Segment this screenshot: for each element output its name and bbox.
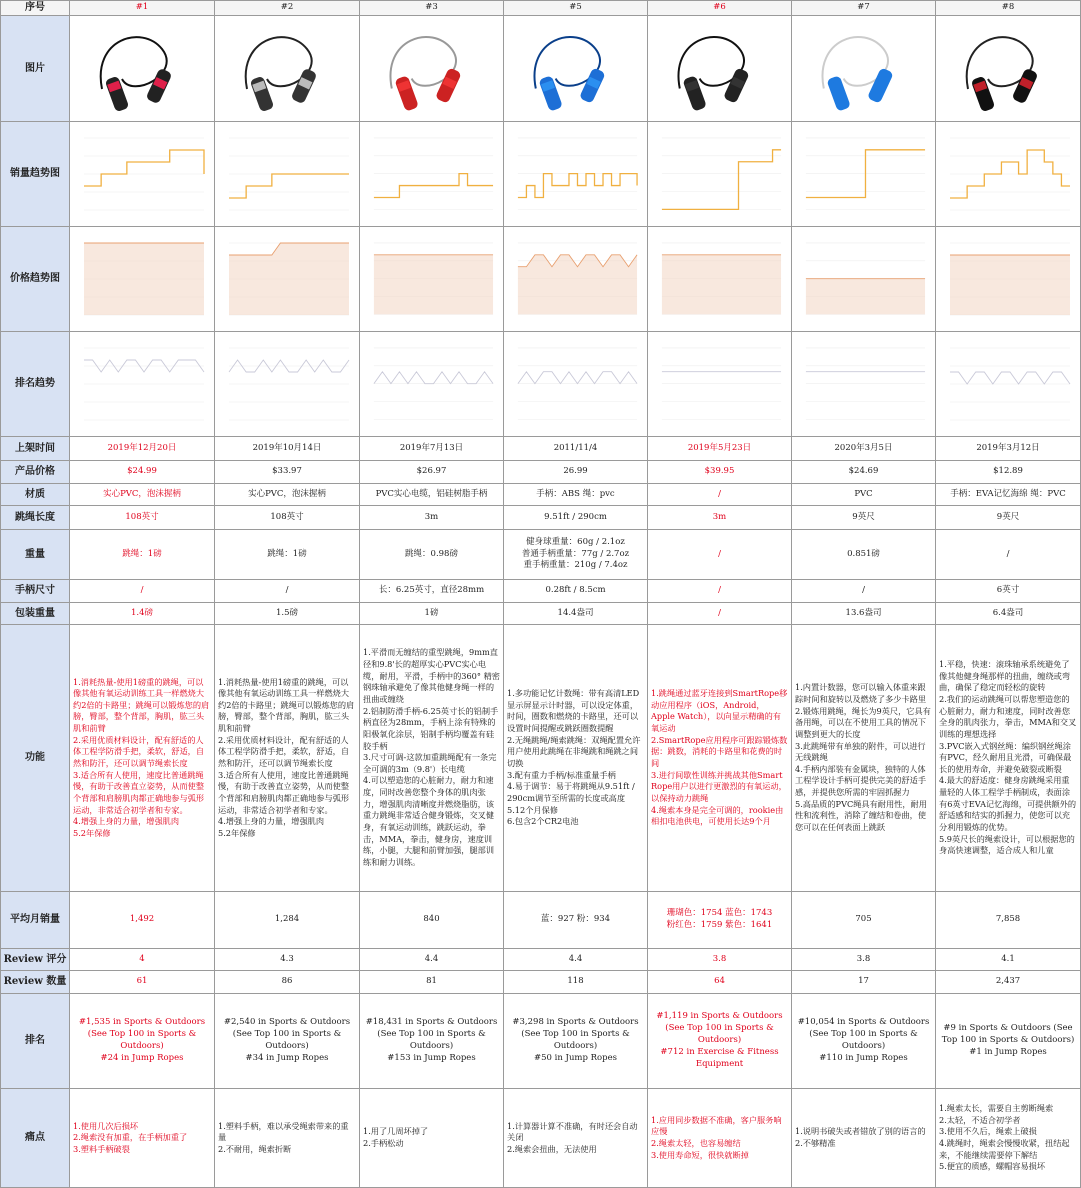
price-trend-chart (362, 229, 501, 328)
cell-monthly_sales: 1,492 (70, 892, 215, 949)
cell-index: #8 (936, 1, 1081, 16)
cell-image (504, 16, 648, 122)
rank-trend-chart (217, 334, 357, 434)
cell-handle_size: / (648, 580, 792, 603)
feature-item: 1.内置计数器，您可以输入体重来跟踪时间和旋转以及燃烧了多少卡路里 (795, 682, 927, 704)
cell-rank_trend (936, 332, 1081, 437)
feature-item: 2.无绳跳绳/绳索跳绳：双绳配置允许用户使用此跳绳在非绳跳和绳跳之间切换 (507, 734, 641, 768)
row-label-image: 图片 (1, 16, 70, 122)
feature-item: 1.消耗热量-使用1磅重的跳绳，可以像其他有氧运动训练工具一样燃烧大约2倍的卡路里；跳绳可以锻炼您的肩膀，臀部，整个背部，胸肌，肱三头肌和前臂 (218, 676, 355, 734)
handle-left (394, 75, 419, 111)
cell-material: 实心PVC，泡沫握柄 (215, 484, 360, 506)
handle-left (826, 75, 851, 111)
cell-listing_date: 2019年3月12日 (936, 437, 1081, 461)
price-trend-chart (72, 229, 212, 329)
row-length (1, 506, 1081, 530)
row-sales_trend (1, 122, 1081, 227)
cell-monthly_sales (648, 892, 792, 949)
ranking-line: #9 in Sports & Outdoors (See Top 100 in Sports & Outdoors) (941, 1023, 1075, 1046)
weight-line: 健身球重量：60g / 2.1oz (526, 536, 625, 547)
cell-review_score: 4.3 (215, 949, 360, 971)
rank-trend-chart (938, 334, 1078, 434)
row-index (1, 1, 1081, 16)
cell-image (215, 16, 360, 122)
cell-features (648, 625, 792, 892)
pain-point-item: 1.绳索太长，需要自主剪断绳索 (939, 1103, 1054, 1114)
cell-ranking (360, 994, 504, 1089)
rank-trend-chart (506, 334, 645, 433)
row-pain_points (1, 1089, 1081, 1188)
cell-ranking (504, 994, 648, 1089)
cell-review_count: 86 (215, 971, 360, 994)
sales-trend-chart (794, 124, 933, 223)
cell-package_weight: / (648, 603, 792, 625)
cell-weight (504, 530, 648, 580)
cell-ranking (792, 994, 936, 1089)
row-price_trend (1, 227, 1081, 332)
feature-item: 3.配有重力手柄/标准重量手柄 (507, 769, 616, 780)
cell-package_weight: 1.4磅 (70, 603, 215, 625)
cell-features (360, 625, 504, 892)
cell-review_count: 61 (70, 971, 215, 994)
ranking-line: #3,298 in Sports & Outdoors (See Top 100 in Sports & Outdoors) (512, 1017, 639, 1051)
feature-item: 1.多功能记忆计数绳：带有高清LED显示屏显示计时器，可以设定体重，时间，圈数和燃烧的卡路里，还可以设置时间提醒或跳跃圈数提醒 (507, 688, 640, 734)
cell-image (70, 16, 215, 122)
pain-point-item: 1.应用同步数据不准确，客户服务响应慢 (651, 1114, 782, 1137)
row-label-index: 序号 (1, 1, 70, 16)
handle-left (250, 75, 275, 112)
ranking-line: #712 in Exercise & Fitness Equipment (660, 1046, 779, 1069)
cell-weight: / (648, 530, 792, 580)
cell-handle_size: / (215, 580, 360, 603)
trend-area (374, 255, 493, 315)
cell-image (792, 16, 936, 122)
cell-price: $24.69 (792, 461, 936, 484)
cell-price_trend (504, 227, 648, 332)
row-features (1, 625, 1081, 892)
cell-sales_trend (792, 122, 936, 227)
cell-pain_points (70, 1089, 215, 1188)
cell-review_score: 4 (70, 949, 215, 971)
handle-left (682, 75, 707, 111)
cell-price: $33.97 (215, 461, 360, 484)
cell-material: / (648, 484, 792, 506)
weight-line: 普通手柄重量：77g / 2.7oz (521, 548, 630, 559)
price-trend-chart (650, 229, 789, 328)
ranking-line: #1 in Jump Ropes (969, 1046, 1047, 1057)
cell-ranking (648, 994, 792, 1089)
cell-handle_size: / (70, 580, 215, 603)
cell-price_trend (215, 227, 360, 332)
jump-rope-blue-cordless-icon (506, 19, 645, 118)
cell-handle_size: 6英寸 (936, 580, 1081, 603)
trend-line (84, 150, 204, 186)
jump-rope-smart-phone-icon (650, 19, 789, 118)
row-label-rank_trend: 排名趋势 (1, 332, 70, 437)
cell-package_weight: 6.4盎司 (936, 603, 1081, 625)
cell-image (936, 16, 1081, 122)
row-label-listing_date: 上架时间 (1, 437, 70, 461)
cell-price_trend (648, 227, 792, 332)
cell-index: #3 (360, 1, 504, 16)
feature-item: 3.此跳绳带有单独的附件，可以进行无线跳绳 (795, 740, 926, 763)
row-label-features: 功能 (1, 625, 70, 892)
trend-line (374, 174, 493, 198)
row-label-review_score: Review 评分 (1, 949, 70, 971)
cell-sales_trend (70, 122, 215, 227)
cell-package_weight: 1.5磅 (215, 603, 360, 625)
feature-item: 5.2年保修 (218, 827, 256, 838)
feature-item: 1.消耗热量-使用1磅重的跳绳，可以像其他有氧运动训练工具一样燃烧大约2倍的卡路里；跳绳可以锻炼您的肩膀，臀部，整个背部，胸肌，肱三头肌和前臂 (73, 676, 210, 734)
pain-point-item: 1.使用几次后损坏 (73, 1120, 139, 1131)
feature-item: 3.进行间歇性训练并挑战其他Smart Rope用户以进行更激烈的有氧运动，以保持动力跳绳 (651, 769, 787, 803)
price-trend-chart (506, 229, 645, 328)
price-trend-chart (794, 229, 933, 328)
trend-line (662, 150, 781, 210)
cell-pain_points (936, 1089, 1081, 1188)
cell-weight: 跳绳：1磅 (215, 530, 360, 580)
cell-weight: / (936, 530, 1081, 580)
cell-pain_points (792, 1089, 936, 1188)
row-label-ranking: 排名 (1, 994, 70, 1089)
row-label-review_count: Review 数量 (1, 971, 70, 994)
cell-review_score: 3.8 (648, 949, 792, 971)
cell-pain_points (504, 1089, 648, 1188)
pain-point-item: 1.说明书破失或者错放了别的语言的 (795, 1126, 926, 1137)
feature-item: 3.PVC嵌入式钢丝绳：编织钢丝绳涂有PVC，经久耐用且光滑，可确保最长的使用寿命，并避免破裂或断裂 (939, 740, 1072, 774)
cell-index: #6 (648, 1, 792, 16)
row-label-handle_size: 手柄尺寸 (1, 580, 70, 603)
jump-rope-blue-counter-icon (794, 19, 933, 118)
cell-monthly_sales: 840 (360, 892, 504, 949)
ranking-line: #50 in Jump Ropes (534, 1052, 617, 1063)
feature-item: 4.增强上身的力量，增强肌肉 (73, 816, 180, 827)
row-image (1, 16, 1081, 122)
row-label-material: 材质 (1, 484, 70, 506)
row-material (1, 484, 1081, 506)
row-ranking (1, 994, 1081, 1089)
pain-point-item: 2.不够精准 (795, 1138, 836, 1148)
cell-rank_trend (648, 332, 792, 437)
handle-left (971, 75, 996, 112)
cell-review_score: 4.1 (936, 949, 1081, 971)
cell-review_count: 64 (648, 971, 792, 994)
handle-left (538, 75, 563, 111)
sales-trend-chart (650, 124, 789, 223)
cell-index: #1 (70, 1, 215, 16)
cell-review_count: 81 (360, 971, 504, 994)
cell-ranking (70, 994, 215, 1089)
cell-review_count: 17 (792, 971, 936, 994)
pain-point-item: 2.太轻，不适合初学者 (939, 1114, 1021, 1125)
cell-listing_date: 2019年10月14日 (215, 437, 360, 461)
feature-item: 5.12个月保修 (507, 804, 558, 815)
cell-listing_date: 2019年5月23日 (648, 437, 792, 461)
jump-rope-grey-cable-icon (217, 19, 357, 119)
feature-item: 3.尺寸可调-这款加重跳绳配有一条完全可调的3m（9.8'）长电缆 (363, 752, 497, 774)
row-review_count (1, 971, 1081, 994)
pain-point-item: 3.使用不久后，绳索上破损 (939, 1126, 1037, 1137)
jump-rope-red-foam-icon (72, 19, 212, 119)
trend-line (518, 174, 637, 198)
row-label-monthly_sales: 平均月销量 (1, 892, 70, 949)
feature-item: 5.高品质的PVC绳具有耐用性，耐用性和流利性，消除了缠结和卷曲，使您可以在任何表面上跳跃 (795, 798, 927, 833)
cell-length: 9英尺 (936, 506, 1081, 530)
price-trend-chart (938, 229, 1078, 329)
sales-trend-chart (217, 124, 357, 224)
cell-pain_points (215, 1089, 360, 1188)
cell-listing_date: 2011/11/4 (504, 437, 648, 461)
cell-ranking (936, 994, 1081, 1089)
trend-area (229, 243, 349, 315)
cell-rank_trend (504, 332, 648, 437)
ranking-line: #2,540 in Sports & Outdoors (See Top 100 in Sports & Outdoors) (223, 1017, 351, 1051)
feature-item: 4.易于调节：易于将跳绳从9.51ft / 290cm调节至所需的长度或高度 (507, 781, 635, 803)
ranking-line: #1,535 in Sports & Outdoors (See Top 100 in Sports & Outdoors) (78, 1017, 206, 1051)
cell-pain_points (360, 1089, 504, 1188)
feature-item: 2.SmartRope应用程序可跟踪锻炼数据：跳数，消耗的卡路里和花费的时间 (651, 734, 788, 768)
feature-item: 4.可以塑造您的心脏耐力，耐力和速度，同时改善您整个身体的肌肉张力，增强肌肉清晰度并燃烧脂肪，该重力跳绳非常适合健身锻炼，交叉健身，有氧运动训练，跳跃运动，拳击，MMA，拳击，健身房，速度训练，小腿，大腿和前臂加强，腿部训练和耐力训练。 (363, 775, 495, 867)
pain-point-item: 1.用了几周坏掉了 (363, 1126, 429, 1137)
row-label-package_weight: 包装重量 (1, 603, 70, 625)
cell-package_weight: 14.4盎司 (504, 603, 648, 625)
rank-trend-chart (794, 334, 933, 433)
cell-weight: 跳绳：0.98磅 (360, 530, 504, 580)
row-weight (1, 530, 1081, 580)
cell-price: $39.95 (648, 461, 792, 484)
row-label-sales_trend: 销量趋势图 (1, 122, 70, 227)
feature-item: 1.跳绳通过蓝牙连接到SmartRope移动应用程序（iOS，Android，Apple Watch），以向显示精确的有氧运动 (651, 688, 788, 734)
cell-weight: 跳绳：1磅 (70, 530, 215, 580)
cell-length: 108英寸 (70, 506, 215, 530)
row-label-weight: 重量 (1, 530, 70, 580)
cell-sales_trend (360, 122, 504, 227)
trend-line (950, 372, 1070, 384)
cell-price: $26.97 (360, 461, 504, 484)
row-listing_date (1, 437, 1081, 461)
feature-item: 2.铝制防滑手柄-6.25英寸长的铝制手柄直径为28mm，手柄上涂有特殊的阳极氧化涂层，铝制手柄均覆盖有硅胶手柄 (363, 705, 499, 751)
cell-features (70, 625, 215, 892)
feature-item: 2.锻炼用跳绳，绳长为9英尺，它具有备用绳，可以在不使用工具的情况下调整到更大的长度 (795, 705, 931, 739)
row-label-price_trend: 价格趋势图 (1, 227, 70, 332)
cell-listing_date: 2020年3月5日 (792, 437, 936, 461)
cell-price: $24.99 (70, 461, 215, 484)
feature-item: 4.增强上身的力量，增强肌肉 (218, 816, 325, 827)
cell-sales_trend (936, 122, 1081, 227)
cell-review_score: 4.4 (504, 949, 648, 971)
feature-item: 1.平稳，快速：滚珠轴承系统避免了像其他健身绳那样的扭曲，缠绕或弯曲，确保了稳定而轻松的旋转 (939, 659, 1071, 693)
handle-left (105, 75, 130, 112)
ranking-line: #1,119 in Sports & Outdoors (See Top 100 in Sports & Outdoors) (656, 1011, 783, 1046)
cell-review_score: 4.4 (360, 949, 504, 971)
cell-sales_trend (215, 122, 360, 227)
cell-rank_trend (70, 332, 215, 437)
cell-price_trend (936, 227, 1081, 332)
cell-handle_size: 0.28ft / 8.5cm (504, 580, 648, 603)
pain-point-item: 3.塑料手柄破裂 (73, 1143, 130, 1154)
cell-material: 手柄：EVA记忆海绵 绳：PVC (936, 484, 1081, 506)
cell-sales_trend (504, 122, 648, 227)
monthly-sales-line: 珊瑚色：1754 蓝色：1743 (666, 908, 773, 919)
pain-point-item: 2.不耐用，绳索折断 (218, 1143, 292, 1154)
row-label-pain_points: 痛点 (1, 1089, 70, 1188)
cell-pain_points (648, 1089, 792, 1188)
pain-point-item: 1.计算器计算不准确，有时还会自动关闭 (507, 1120, 638, 1143)
rank-trend-chart (650, 334, 789, 433)
cell-index: #5 (504, 1, 648, 16)
cell-handle_size: 长：6.25英寸，直径28mm (360, 580, 504, 603)
pain-point-item: 4.跳绳时，绳索会慢慢收紧，扭结起来，不能继续需要停下解结 (939, 1138, 1070, 1160)
pain-point-item: 3.使用寿命短，很快就断掉 (651, 1149, 749, 1160)
ranking-line: #10,054 in Sports & Outdoors (See Top 100 in Sports & Outdoors) (797, 1017, 930, 1051)
cell-material: PVC (792, 484, 936, 506)
pain-point-item: 2.绳索太轻，也容易缠结 (651, 1138, 741, 1148)
row-label-price: 产品价格 (1, 461, 70, 484)
ranking-line: #24 in Jump Ropes (100, 1052, 184, 1063)
sales-trend-chart (362, 124, 501, 223)
cell-features (792, 625, 936, 892)
row-review_score (1, 949, 1081, 971)
cell-rank_trend (792, 332, 936, 437)
cell-handle_size: / (792, 580, 936, 603)
cell-features (936, 625, 1081, 892)
cell-rank_trend (360, 332, 504, 437)
jump-rope-speed-cable-icon (938, 19, 1078, 119)
row-rank_trend (1, 332, 1081, 437)
cell-features (215, 625, 360, 892)
cell-price_trend (360, 227, 504, 332)
trend-area (662, 255, 781, 315)
feature-item: 2.采用优质材料设计，配有舒适的人体工程学防滑手把，柔软，舒适，自然和防汗，还可以调节绳索长度 (218, 734, 350, 768)
cell-index: #2 (215, 1, 360, 16)
cell-review_score: 3.8 (792, 949, 936, 971)
feature-item: 5.2年保修 (73, 827, 111, 838)
feature-item: 3.适合所有人使用，速度比普通跳绳慢，有助于改善直立姿势，从而使整个背部和肩膀肌肉都正确地参与弧形运动，非常适合初学者和专家。 (73, 769, 205, 815)
ranking-line: #18,431 in Sports & Outdoors (See Top 100 in Sports & Outdoors) (365, 1017, 498, 1051)
sales-trend-chart (506, 124, 645, 223)
feature-item: 4.绳索本身是完全可调的，rookie由相扣电池供电，可使用长达9个月 (651, 804, 784, 827)
ranking-line: #34 in Jump Ropes (245, 1052, 329, 1063)
pain-point-item: 2.绳索会扭曲，无法使用 (507, 1143, 597, 1154)
row-monthly_sales (1, 892, 1081, 949)
jump-rope-red-cable-bag-icon (362, 19, 501, 118)
cell-length: 9.51ft / 290cm (504, 506, 648, 530)
row-handle_size (1, 580, 1081, 603)
row-package_weight (1, 603, 1081, 625)
pain-point-item: 2.绳索没有加重，在手柄加重了 (73, 1132, 188, 1143)
cell-material: PVC实心电缆，铝硅树脂手柄 (360, 484, 504, 506)
cell-length: 9英尺 (792, 506, 936, 530)
feature-item: 4.手柄内部装有金属块，独特的人体工程学设计手柄可提供完美的舒适手感，并提供您所需的牢固抓握力 (795, 763, 927, 798)
feature-item: 6.包含2个CR2电池 (507, 816, 579, 827)
cell-sales_trend (648, 122, 792, 227)
cell-monthly_sales: 705 (792, 892, 936, 949)
cell-image (648, 16, 792, 122)
cell-package_weight: 1磅 (360, 603, 504, 625)
cell-length: 3m (648, 506, 792, 530)
cell-review_count: 2,437 (936, 971, 1081, 994)
ranking-line: #110 in Jump Ropes (819, 1052, 908, 1063)
feature-item: 2.采用优质材料设计，配有舒适的人体工程学防滑手把，柔软，舒适，自然和防汗，还可以调节绳索长度 (73, 734, 205, 768)
cell-length: 108英寸 (215, 506, 360, 530)
feature-item: 2.我们的运动跳绳可以帮您塑造您的心脏耐力，耐力和速度，同时改善您全身的肌肉张力，拳击，MMA和交叉训练的理想选择 (939, 693, 1077, 739)
trend-area (806, 279, 925, 315)
pain-point-item: 1.塑料手柄，难以承受绳索带来的重量 (218, 1120, 349, 1143)
cell-index: #7 (792, 1, 936, 16)
rank-trend-chart (362, 334, 501, 433)
row-price (1, 461, 1081, 484)
cell-material: 实心PVC，泡沫握柄 (70, 484, 215, 506)
feature-item: 3.适合所有人使用，速度比普通跳绳慢，有助于改善直立姿势，从而使整个背部和肩膀肌肉都正确地参与弧形运动，非常适合初学者和专家。 (218, 769, 350, 815)
cell-monthly_sales: 7,858 (936, 892, 1081, 949)
cell-image (360, 16, 504, 122)
cell-listing_date: 2019年12月20日 (70, 437, 215, 461)
rank-trend-chart (72, 334, 212, 434)
trend-area (518, 255, 637, 315)
cell-ranking (215, 994, 360, 1089)
cell-material: 手柄：ABS 绳：pvc (504, 484, 648, 506)
feature-item: 1.平滑而无缠结的重型跳绳，9mm直径和9.8'长的超厚实心PVC实心电缆，耐用，平滑，手柄中的360° 精密钢珠轴承避免了像其他健身绳一样的扭曲或缠绕 (363, 647, 500, 704)
monthly-sales-line: 粉红色：1759 紫色：1641 (666, 920, 773, 930)
cell-price_trend (70, 227, 215, 332)
sales-trend-chart (72, 124, 212, 224)
sales-trend-chart (938, 124, 1078, 224)
cell-rank_trend (215, 332, 360, 437)
cell-weight: 0.851磅 (792, 530, 936, 580)
cell-monthly_sales: 1,284 (215, 892, 360, 949)
cell-monthly_sales: 蓝：927 粉：934 (504, 892, 648, 949)
weight-line: 重手柄重量：210g / 7.4oz (523, 560, 628, 571)
cell-package_weight: 13.6盎司 (792, 603, 936, 625)
cell-review_count: 118 (504, 971, 648, 994)
trend-line (229, 174, 349, 198)
feature-item: 5.9英尺长的绳索设计，可以根据您的身高快速调整，适合成人和儿童 (939, 833, 1075, 856)
price-trend-chart (217, 229, 357, 329)
pain-point-item: 2.手柄松动 (363, 1138, 404, 1148)
trend-area (84, 243, 204, 315)
cell-price: $12.89 (936, 461, 1081, 484)
trend-line (518, 372, 637, 384)
cell-price_trend (792, 227, 936, 332)
cell-price: 26.99 (504, 461, 648, 484)
trend-area (950, 255, 1070, 315)
cell-listing_date: 2019年7月13日 (360, 437, 504, 461)
pain-point-item: 5.便宜的质感，螺帽容易损坏 (939, 1161, 1046, 1172)
trend-line (374, 372, 493, 384)
cell-features (504, 625, 648, 892)
row-label-length: 跳绳长度 (1, 506, 70, 530)
feature-item: 4.最大的舒适度：健身房跳绳采用重量轻的人体工程学手柄制成，表面涂有6英寸EVA记忆海绵，可提供额外的舒适感和结实的抓握力，使您可以充分利用锻炼的优势。 (939, 775, 1077, 833)
ranking-line: #153 in Jump Ropes (387, 1052, 476, 1063)
cell-length: 3m (360, 506, 504, 530)
